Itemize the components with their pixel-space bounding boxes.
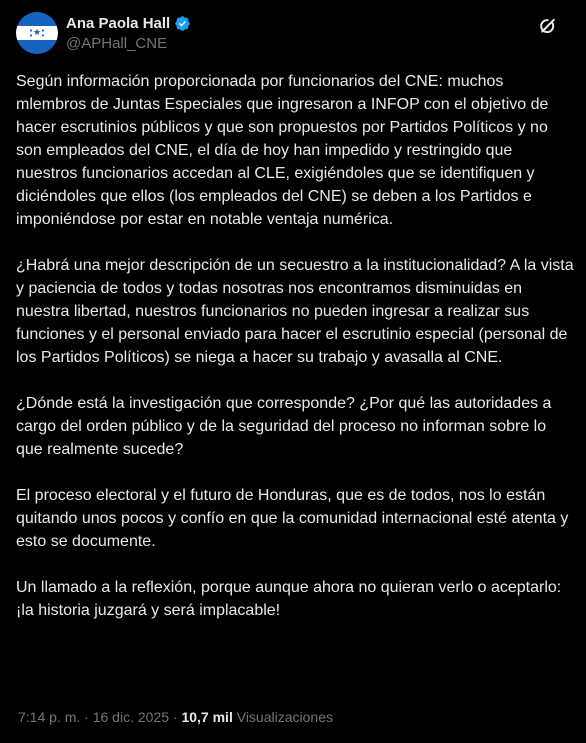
tweet-paragraph-4: El proceso electoral y el futuro de Honduras, que es de todos, nos lo están quitando unos pocos y confío en que la comunidad internacional esté atenta y esto se documente. [16,487,569,550]
tweet-date[interactable]: 16 dic. 2025 [92,709,170,725]
meta-separator-2: · [172,709,178,725]
views-count: 10,7 mil [181,709,233,725]
name-row [66,14,191,33]
tweet-paragraph-2: ¿Habrá una mejor descripción de un secuestro a la institucionalidad? A la vista y paciencia de todos y todas nosotras nos encontramos disminuidas en nuestra libertad, nuestros funcionarios no pueden ingresar a realizar sus funciones y el personal enviado para hacer el escrutinio especial (personal de los Partidos Políticos) se niega a hacer su trabajo y avasalla al CNE. [16,257,574,366]
author-block [66,14,191,53]
author-name[interactable]: Ana Paola Hall [66,15,171,32]
honduras-flag-avatar [16,12,58,54]
tweet-paragraph-5: Un llamado a la reflexión, porque aunque ahora no quieran verlo o aceptarlo: ¡la historia juzgará y será implacable! [16,579,562,619]
tweet-time[interactable]: 7:14 p. m. [18,709,81,725]
verified-badge-icon [174,15,191,32]
grok-icon[interactable] [538,16,558,36]
avatar[interactable] [16,12,58,54]
views-label: Visualizaciones [236,709,333,725]
tweet-paragraph-3: ¿Dónde está la investigación que corresponde? ¿Por qué las autoridades a cargo del orden público y de la seguridad del proceso no informan sobre lo que realmente sucede? [16,395,552,458]
tweet-text [16,70,576,622]
meta-separator: · [84,709,89,725]
tweet-paragraph-1: Según información proporcionada por funcionarios del CNE: muchos mlembros de Juntas Especiales que ingresaron a INFOP con el objetivo de hacer escrutinios públicos y que son propuestos por Partidos Políticos y no son empleados del CNE, el día de hoy han impedido y restringido que nuestros funcionarios accedan al CLE, exigiéndoles que se identifiquen y diciéndoles que ellos (los empleados del CNE) se deben a los Partidos e imponiéndose por estar en notable ventaja numérica. [16,73,549,228]
author-handle[interactable]: @APHall_CNE [66,35,168,52]
tweet-metadata [18,708,333,726]
tweet-header [16,12,570,56]
